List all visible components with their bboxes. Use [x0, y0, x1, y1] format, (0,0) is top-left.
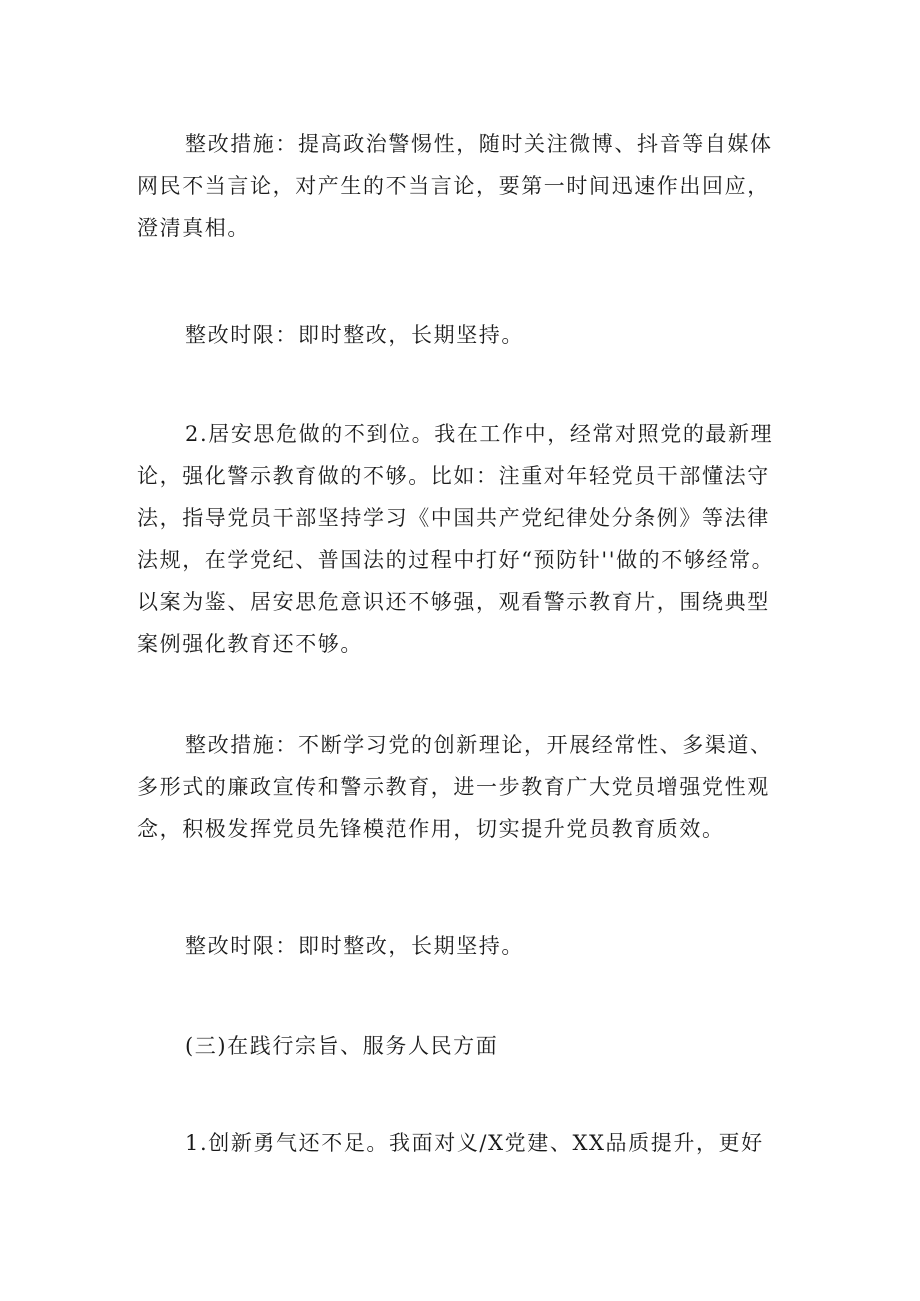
text-line: 案例强化教育还不够。	[137, 632, 363, 656]
text-line: 法，指导党员干部坚持学习《中国共产党纪律处分条例》等法律	[137, 506, 770, 530]
text-line: 1.创新勇气还不足。我面对义/X党建、XX品质提升，更好	[185, 1131, 764, 1155]
text-line: 念，积极发挥党员先锋模范作用，切实提升党员教育质效。	[137, 817, 725, 841]
text-line: 整改时限：即时整改，长期坚持。	[185, 934, 524, 958]
issue-paragraph-3-1	[137, 1122, 807, 1164]
text-line: 法规，在学党纪、普国法的过程中打好“预防针''做的不够经常。	[137, 548, 775, 572]
rectification-deadline-paragraph-2	[137, 925, 807, 967]
text-line: 澄清真相。	[137, 216, 250, 240]
text-line: 整改措施：不断学习党的创新理论，开展经常性、多渠道、	[185, 733, 773, 757]
text-line: 整改时限：即时整改，长期坚持。	[185, 323, 524, 347]
text-line: 多形式的廉政宣传和警示教育，进一步教育广大党员增强党性观	[137, 775, 770, 799]
text-line: (三)在践行宗旨、服务人民方面	[185, 1034, 499, 1058]
text-line: 网民不当言论，对产生的不当言论，要第一时间迅速作出回应，	[137, 174, 770, 198]
rectification-measures-paragraph-2	[137, 724, 807, 850]
text-line: 以案为鉴、居安思危意识还不够强，观看警示教育片，围绕典型	[137, 590, 770, 614]
rectification-measures-paragraph-1	[137, 123, 807, 249]
section-heading-3	[137, 1025, 807, 1067]
rectification-deadline-paragraph-1	[137, 314, 807, 356]
text-line: 2.居安思危做的不到位。我在工作中，经常对照党的最新理	[185, 422, 774, 446]
text-line: 整改措施：提高政治警惕性，随时关注微博、抖音等自媒体	[185, 132, 773, 156]
text-line: 论，强化警示教育做的不够。比如：注重对年轻党员干部懂法守	[137, 464, 770, 488]
issue-paragraph-2	[137, 413, 807, 665]
